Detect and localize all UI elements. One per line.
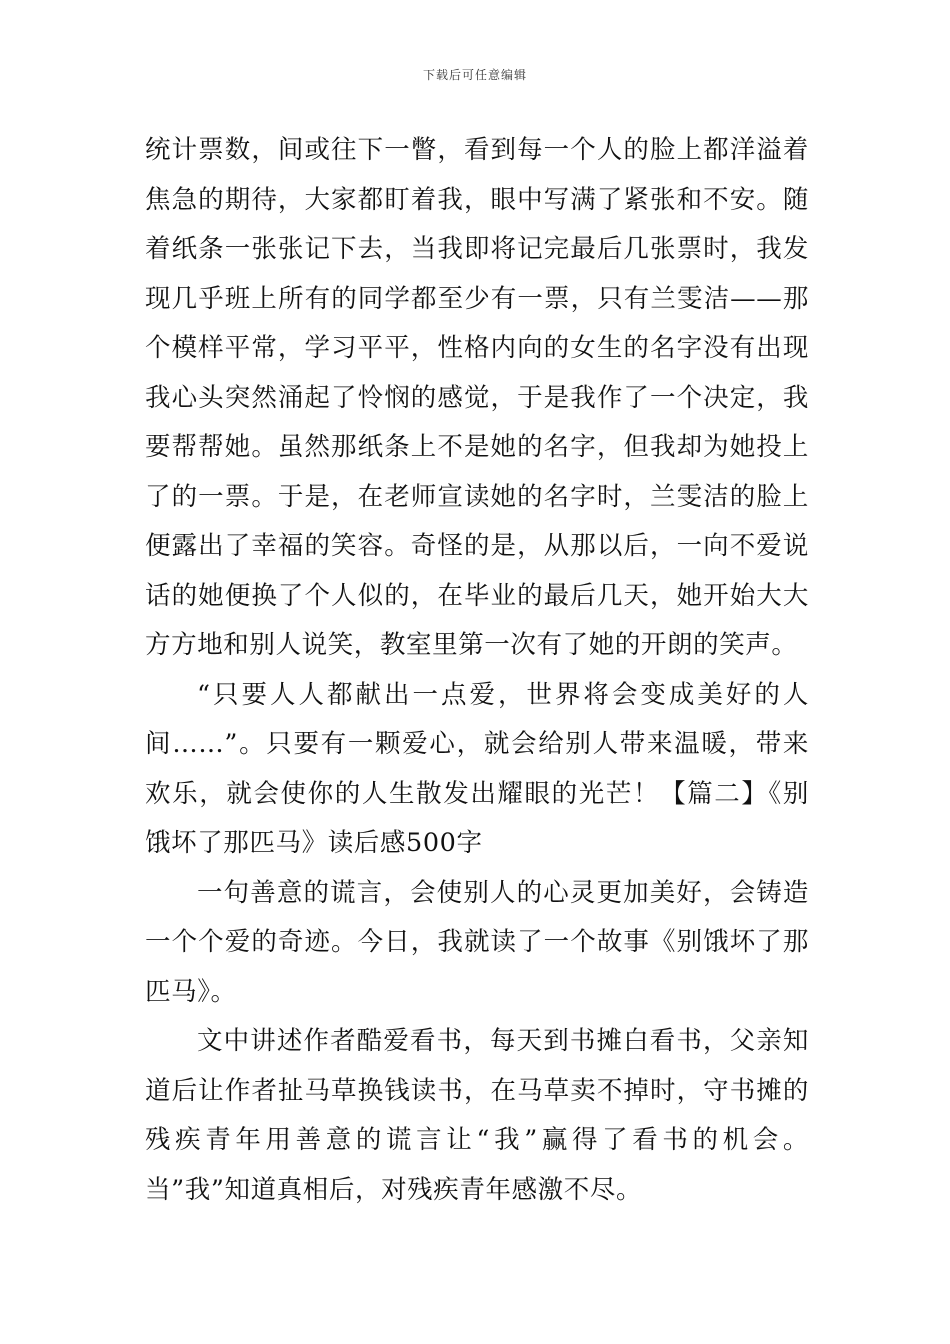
paragraph-summary: 文中讲述作者酷爱看书，每天到书摊白看书，父亲知道后让作者扯马草换钱读书，在马草卖不掉时，守书摊的残疾青年用善意的谎言让“我”赢得了看书的机会。当”我”知道真相后，对残疾青年感激不尽。	[145, 1026, 809, 1205]
paragraph-continued: 统计票数，间或往下一瞥，看到每一个人的脸上都洋溢着焦急的期待，大家都盯着我，眼中写满了紧张和不安。随着纸条一张张记下去，当我即将记完最后几张票时，我发现几乎班上所有的同学都至少有一票，只有兰雯洁——那个模样平常，学习平平，性格内向的女生的名字没有出现我心头突然涌起了怜悯的感觉，于是我作了一个决定，我要帮帮她。虽然那纸条上不是她的名字，但我却为她投上了的一票。于是，在老师宣读她的名字时，兰雯洁的脸上便露出了幸福的笑容。奇怪的是，从那以后，一向不爱说话的她便换了个人似的，在毕业的最后几天，她开始大大方方地和别人说笑，教室里第一次有了她的开朗的笑声。	[145, 135, 809, 660]
document-body	[145, 126, 809, 1215]
page-header: 下载后可任意编辑	[422, 68, 527, 82]
paragraph-quote: “只要人人都献出一点爱，世界将会变成美好的人间……”。只要有一颗爱心，就会给别人带来温暖，带来欢乐，就会使你的人生散发出耀眼的光芒！【篇二】《别饿坏了那匹马》读后感500字	[145, 679, 809, 858]
paragraph-intro: 一句善意的谎言，会使别人的心灵更加美好，会铸造一个个爱的奇迹。今日，我就读了一个故事《别饿坏了那匹马》。	[145, 877, 809, 1007]
